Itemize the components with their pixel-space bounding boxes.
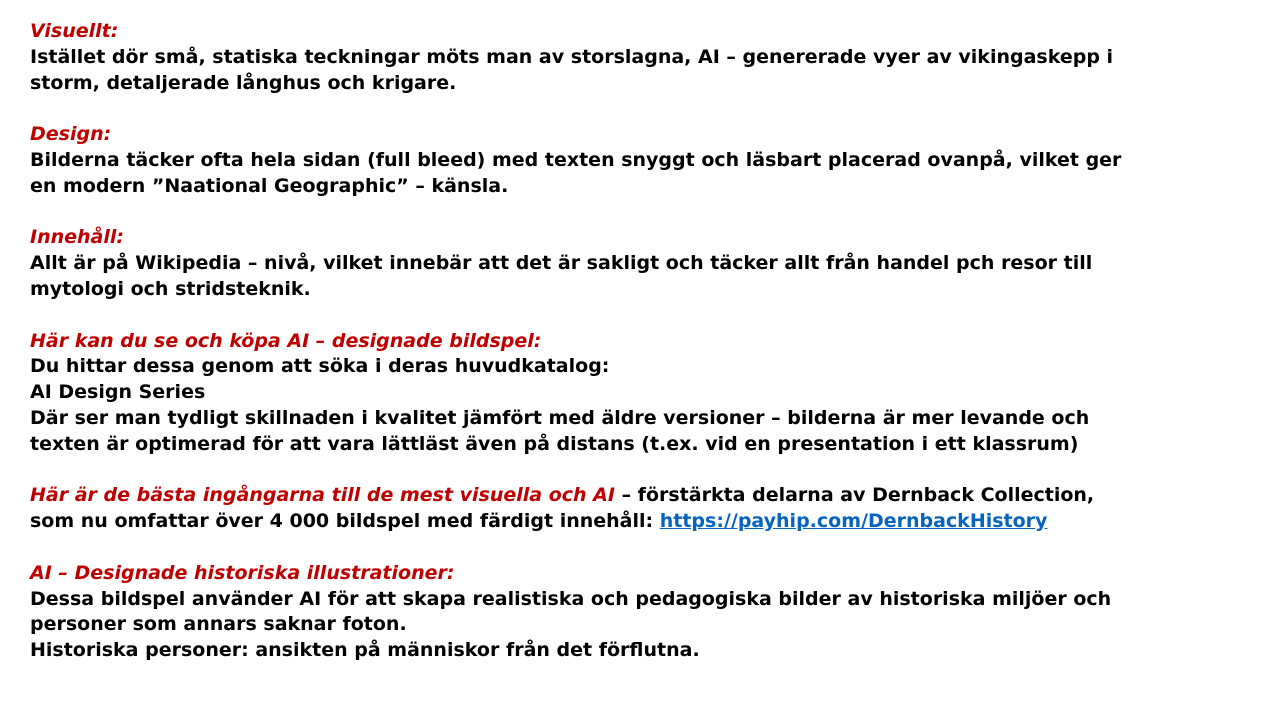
body-line: Allt är på Wikipedia – nivå, vilket innebär att det är sakligt och täcker allt från handel pch resor till: [30, 252, 1093, 275]
body-line: mytologi och stridsteknik.: [30, 277, 311, 300]
ingangar-line-1: [30, 483, 1250, 509]
body-line: Bilderna täcker ofta hela sidan (full bleed) med texten snyggt och läsbart placerad ovanpå, vilket ger: [30, 148, 1122, 171]
body-line: Du hittar dessa genom att söka i deras huvudkatalog:: [30, 355, 610, 378]
body-line: storm, detaljerade långhus och krigare.: [30, 71, 457, 94]
section-illustrationer: [30, 561, 1250, 664]
body-line: en modern ”Naational Geographic” – känsla.: [30, 174, 509, 197]
body-line: personer som annars saknar foton.: [30, 613, 407, 636]
ingangar-line-2: [30, 509, 1250, 535]
heading-design: Design:: [30, 123, 112, 146]
body-text: – förstärkta delarna av Dernback Collection,: [614, 484, 1095, 507]
body-line: texten är optimerad för att vara lättläst även på distans (t.ex. vid en presentation i ett klassrum): [30, 432, 1079, 455]
body-line: Historiska personer: ansikten på människor från det förflutna.: [30, 639, 700, 662]
heading-kopa: Här kan du se och köpa AI – designade bildspel:: [30, 329, 542, 352]
section-ingangar: [30, 483, 1250, 535]
catalog-name: AI Design Series: [30, 381, 206, 404]
section-kopa: [30, 329, 1250, 458]
section-visuellt: [30, 19, 1250, 96]
heading-visuellt: Visuellt:: [30, 20, 119, 42]
section-innehall: [30, 225, 1250, 302]
body-line: Istället dör små, statiska teckningar möts man av storslagna, AI – genererade vyer av vikingaskepp i: [30, 45, 1114, 68]
payhip-link[interactable]: https://payhip.com/DernbackHistory: [659, 510, 1048, 533]
heading-ingangar: Här är de bästa ingångarna till de mest visuella och AI: [30, 484, 615, 507]
body-text: som nu omfattar över 4 000 bildspel med färdigt innehåll:: [30, 510, 660, 533]
body-line: Där ser man tydligt skillnaden i kvalitet jämfört med äldre versioner – bilderna är mer levande och: [30, 406, 1090, 429]
section-design: [30, 122, 1250, 199]
heading-illustrationer: AI – Designade historiska illustrationer:: [30, 561, 455, 584]
heading-innehall: Innehåll:: [30, 226, 124, 249]
body-line: Dessa bildspel använder AI för att skapa realistiska och pedagogiska bilder av historiska miljöer och: [30, 587, 1112, 610]
